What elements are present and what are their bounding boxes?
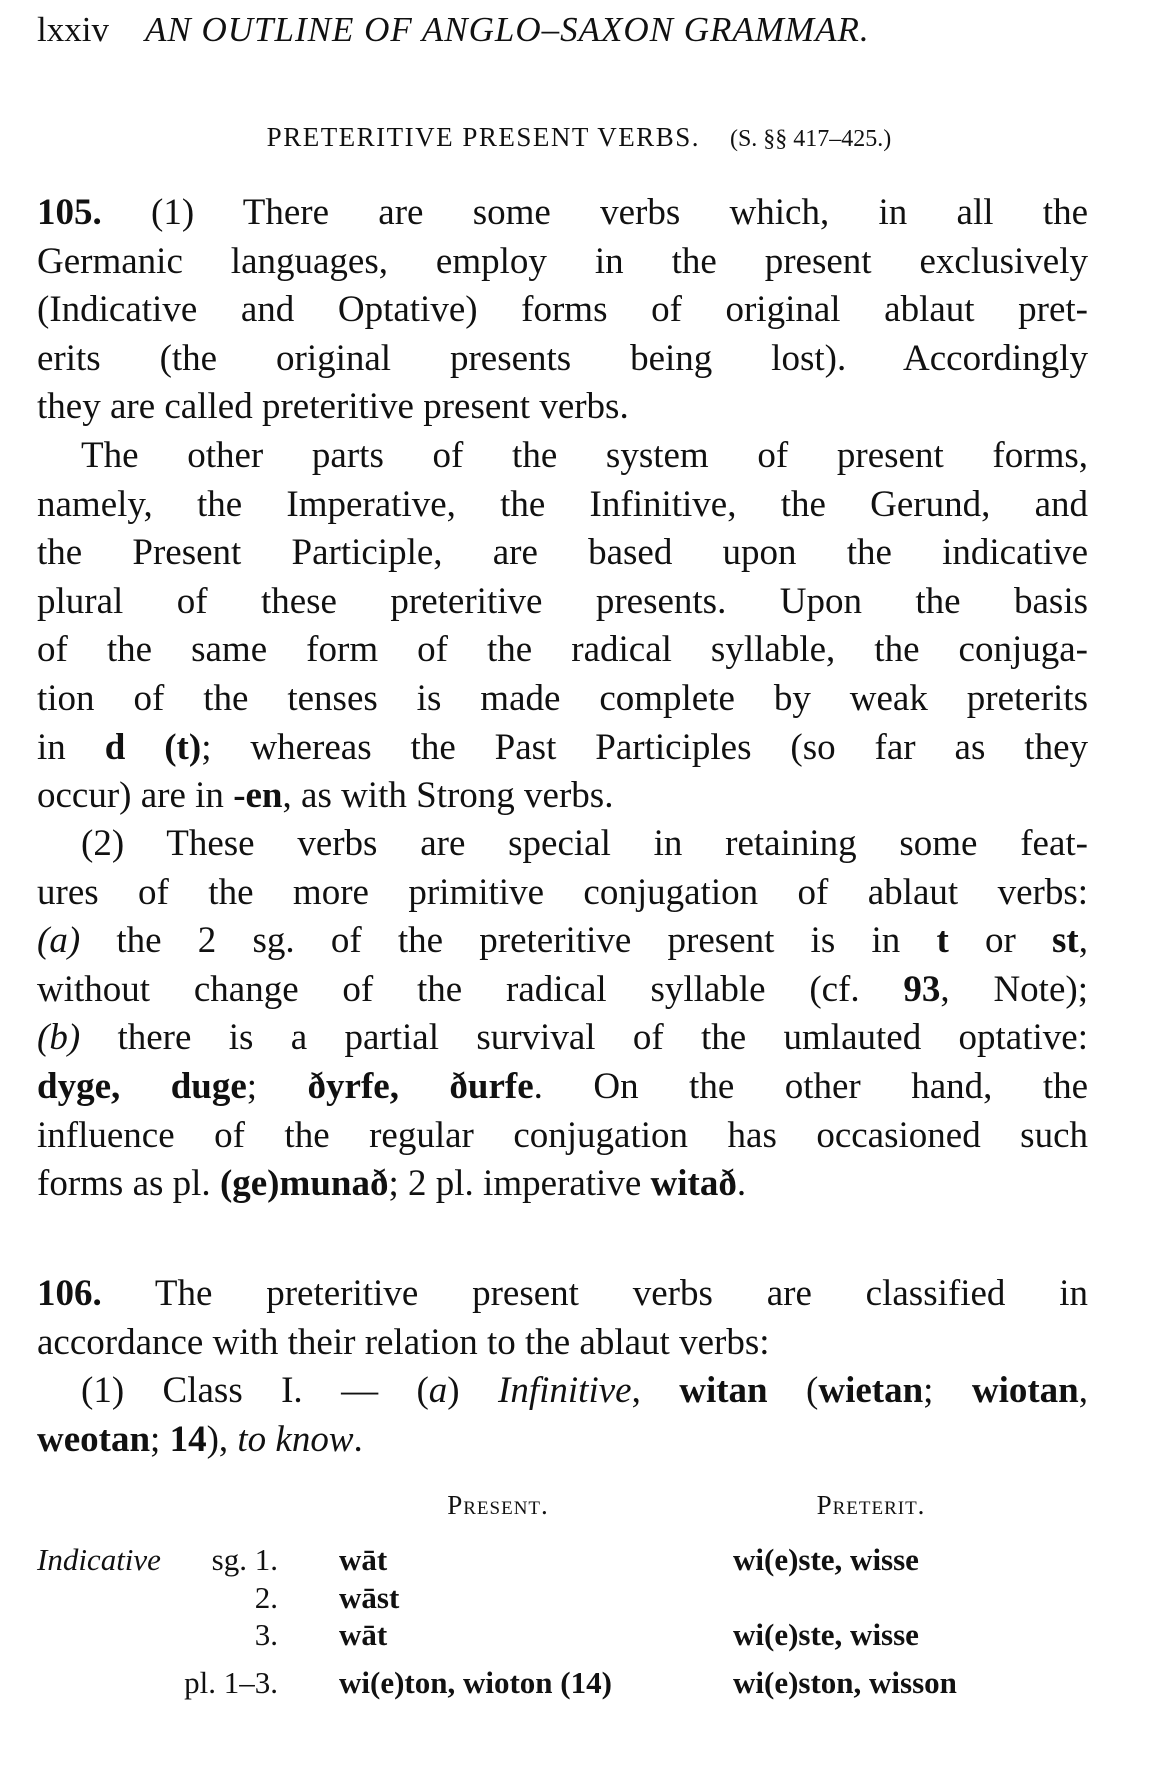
paragraph: [37, 432, 1088, 821]
text-run: in: [37, 726, 105, 768]
present-form: wāt: [339, 1542, 388, 1577]
text-line: [37, 917, 1088, 966]
text-run: (: [767, 1370, 819, 1412]
bold-text: -en: [233, 775, 283, 817]
text-run: they are called preteritive present verbs.: [37, 386, 629, 428]
person-number: 3.: [254, 1617, 278, 1652]
text-line: [37, 869, 1088, 918]
person-number: 1–3.: [223, 1665, 278, 1700]
text-line: [37, 1416, 1088, 1465]
text-line: [37, 675, 1088, 724]
text-run: (Indicative and Optative) forms of original ablaut pret-: [37, 289, 1088, 331]
text-line: [37, 432, 1088, 481]
section-reference: (S. §§ 417–425.): [729, 126, 892, 152]
text-line: [37, 724, 1088, 773]
text-run: Germanic languages, employ in the present exclusively: [37, 240, 1088, 282]
text-line: [37, 286, 1088, 335]
preterit-form: wi(e)ste, wisse: [733, 1542, 919, 1577]
text-run: plural of these preteritive presents. Upon the basis: [37, 580, 1088, 622]
text-run: accordance with their relation to the ablaut verbs:: [37, 1321, 770, 1363]
italic-text: a: [428, 1370, 448, 1412]
text-line: [37, 189, 1088, 238]
table-row: [0, 1665, 1158, 1705]
text-line: [37, 966, 1088, 1015]
text-run: namely, the Imperative, the Infinitive, the Gerund, and: [37, 483, 1088, 525]
text-run: tion of the tenses is made complete by weak preterits: [37, 677, 1088, 719]
text-run: .: [736, 1163, 747, 1205]
person-label: [255, 1617, 278, 1653]
bold-text: d (t): [104, 726, 202, 768]
mood-label: Indicative: [37, 1542, 161, 1577]
bold-text: wiotan: [971, 1370, 1079, 1412]
text-line: [37, 820, 1088, 869]
bold-text: ðyrfe, ðurfe: [307, 1065, 534, 1107]
paragraph: [37, 820, 1088, 1209]
text-run: (1) There are some verbs which, in all the: [101, 192, 1088, 233]
text-run: , Note);: [940, 968, 1088, 1010]
text-line: [37, 1063, 1088, 1112]
text-line: [37, 481, 1088, 530]
page-number: lxxiv: [37, 10, 109, 49]
text-run: The preteritive present verbs are classified in: [101, 1273, 1088, 1314]
person-number: 2.: [254, 1580, 278, 1615]
running-head: [37, 10, 1097, 50]
text-run: forms as pl.: [37, 1163, 220, 1205]
text-run: ;: [923, 1370, 972, 1412]
bold-text: t: [936, 920, 949, 962]
text-run: without change of the radical syllable (cf.: [37, 968, 904, 1010]
text-run: ): [447, 1370, 498, 1412]
bold-text: st: [1052, 920, 1079, 962]
text-run: ;: [150, 1418, 170, 1460]
text-run: The other parts of the system of present forms,: [81, 435, 1088, 476]
paragraph: [37, 189, 1088, 432]
present-form: wāst: [339, 1580, 400, 1615]
text-run: ,: [1078, 920, 1088, 962]
text-run: occur) are in: [37, 775, 234, 817]
table-row: [0, 1542, 1158, 1582]
text-run: ,: [1078, 1370, 1088, 1412]
column-header-preterit: Preterit.: [816, 1490, 926, 1520]
section-title: PRETERITIVE PRESENT VERBS.: [266, 122, 700, 152]
paragraph: [37, 1270, 1088, 1464]
number-label: sg.: [211, 1542, 247, 1577]
preterit-form: wi(e)ste, wisse: [733, 1617, 919, 1652]
number-label: pl.: [184, 1665, 216, 1700]
text-line: [37, 335, 1088, 384]
text-line: [37, 383, 1088, 432]
table-row: [0, 1617, 1158, 1657]
text-run: the Present Participle, are based upon the indicative: [37, 532, 1088, 574]
text-run: ,: [631, 1370, 680, 1412]
table-row: [0, 1580, 1158, 1620]
book-title: AN OUTLINE OF ANGLO–SAXON GRAMMAR.: [145, 10, 870, 49]
text-run: (1) Class I. — (: [81, 1370, 429, 1412]
text-run: ;: [246, 1065, 308, 1107]
text-line: [37, 1112, 1088, 1161]
text-line: [37, 1367, 1088, 1416]
text-run: .: [353, 1418, 363, 1460]
person-label: [212, 1542, 278, 1578]
text-line: [37, 1270, 1088, 1319]
text-line: [37, 238, 1088, 287]
text-line: [37, 578, 1088, 627]
bold-text: wietan: [818, 1370, 924, 1412]
bold-text: (ge)munað: [219, 1163, 389, 1205]
text-run: ures of the more primitive conjugation of ablaut verbs:: [37, 871, 1088, 913]
text-run: or: [948, 920, 1053, 962]
text-run: influence of the regular conjugation has occasioned such: [37, 1114, 1088, 1156]
text-run: , as with Strong verbs.: [282, 775, 614, 817]
bold-text: 105.: [37, 192, 102, 233]
bold-text: dyge, duge: [37, 1065, 247, 1107]
text-run: ; 2 pl. imperative: [388, 1163, 651, 1205]
text-run: there is a partial survival of the umlauted optative:: [80, 1017, 1088, 1059]
bold-text: witan: [679, 1370, 768, 1412]
text-run: ),: [206, 1418, 238, 1460]
person-number: 1.: [254, 1542, 278, 1577]
text-line: [37, 1160, 1088, 1209]
column-header-present: Present.: [447, 1490, 549, 1520]
italic-text: Infinitive: [498, 1370, 632, 1412]
preterit-form: wi(e)ston, wisson: [733, 1665, 957, 1700]
present-form: wāt: [339, 1617, 388, 1652]
bold-text: 93: [903, 968, 941, 1010]
text-line: [37, 1014, 1088, 1063]
text-line: [37, 772, 1088, 821]
text-run: of the same form of the radical syllable, the conjuga-: [37, 629, 1088, 671]
bold-text: 106.: [37, 1273, 102, 1314]
bold-text: 14: [169, 1418, 207, 1460]
text-run: ; whereas the Past Participles (so far as they: [201, 726, 1089, 768]
text-run: . On the other hand, the: [533, 1065, 1089, 1107]
text-run: the 2 sg. of the preteritive present is in: [80, 920, 937, 962]
person-label: [255, 1580, 278, 1616]
italic-text: (b): [37, 1017, 81, 1059]
bold-text: weotan: [37, 1418, 151, 1460]
text-run: (2) These verbs are special in retaining some feat-: [81, 823, 1088, 864]
present-form: wi(e)ton, wioton (14): [339, 1665, 612, 1700]
italic-text: (a): [37, 920, 81, 962]
text-run: erits (the original presents being lost). Accordingly: [37, 337, 1088, 379]
text-line: [37, 1319, 1088, 1368]
text-line: [37, 626, 1088, 675]
text-line: [37, 529, 1088, 578]
section-heading: [0, 122, 1158, 153]
person-label: [184, 1665, 278, 1701]
italic-text: to know: [237, 1418, 354, 1460]
bold-text: witað: [650, 1163, 737, 1205]
